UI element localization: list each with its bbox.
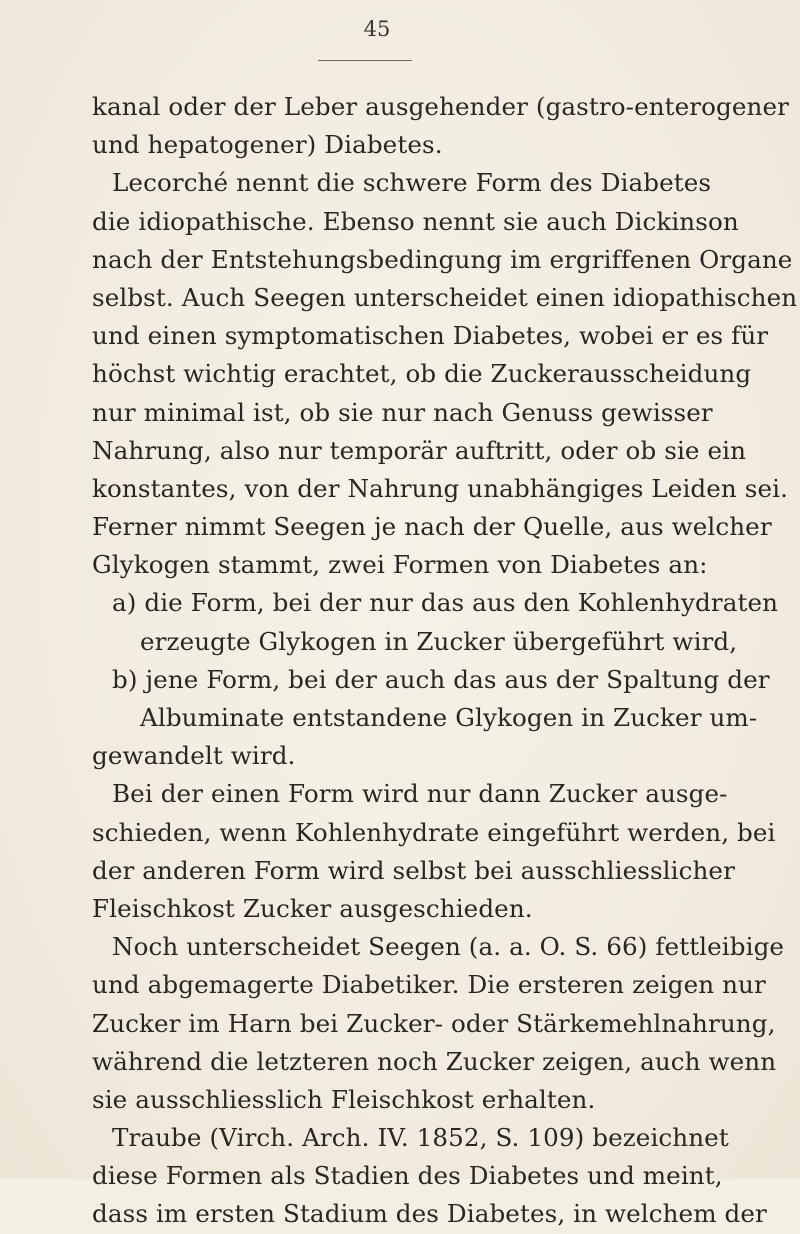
text-line: konstantes, von der Nahrung unabhängiges Leiden sei.: [92, 473, 789, 503]
text-line: Zucker im Harn bei Zucker- oder Stärkemehlnahrung,: [92, 1008, 776, 1038]
text-line: Lecorché nennt die schwere Form des Diabetes: [112, 168, 712, 198]
text-line: die idiopathische. Ebenso nennt sie auch Dickinson: [92, 206, 739, 236]
text-line: nur minimal ist, ob sie nur nach Genuss gewisser: [92, 397, 713, 427]
text-line: Fleischkost Zucker ausgeschieden.: [92, 893, 533, 923]
page-number: 45: [363, 17, 391, 41]
text-line: und einen symptomatischen Diabetes, wobei er es für: [92, 321, 769, 351]
text-line: Ferner nimmt Seegen je nach der Quelle, aus welcher: [92, 512, 772, 542]
text-line: schieden, wenn Kohlenhydrate eingeführt werden, bei: [92, 817, 776, 847]
header-rule: [318, 60, 412, 61]
text-line: Noch unterscheidet Seegen (a. a. O. S. 66) fettleibige: [112, 932, 785, 962]
text-line: der anderen Form wird selbst bei ausschliesslicher: [92, 855, 735, 885]
list-item-a-cont: erzeugte Glykogen in Zucker übergeführt wird,: [140, 626, 738, 656]
text-line: höchst wichtig erachtet, ob die Zuckerausscheidung: [92, 359, 752, 389]
body-text: [92, 88, 798, 1234]
text-line: kanal oder der Leber ausgehender (gastro-enterogener: [92, 92, 790, 121]
text-line: selbst. Auch Seegen unterscheidet einen idiopathischen: [92, 282, 798, 312]
text-line: gewandelt wird.: [92, 741, 296, 771]
text-line: diese Formen als Stadien des Diabetes und meint,: [92, 1161, 723, 1191]
text-line: während die letzteren noch Zucker zeigen, auch wenn: [92, 1046, 777, 1076]
text-line: Nahrung, also nur temporär auftritt, oder ob sie ein: [92, 435, 747, 465]
list-item-b: b) jene Form, bei der auch das aus der Spaltung der: [112, 664, 770, 694]
text-line: und abgemagerte Diabetiker. Die ersteren zeigen nur: [92, 970, 766, 1000]
text-line: Glykogen stammt, zwei Formen von Diabetes an:: [92, 550, 708, 580]
text-line: dass im ersten Stadium des Diabetes, in welchem der: [92, 1199, 767, 1229]
text-line: nach der Entstehungsbedingung im ergriffenen Organe: [92, 244, 793, 274]
text-line: und hepatogener) Diabetes.: [92, 130, 443, 160]
text-line: Bei der einen Form wird nur dann Zucker ausge-: [112, 779, 728, 809]
list-item-a: a) die Form, bei der nur das aus den Kohlenhydraten: [112, 588, 779, 618]
text-line: sie ausschliesslich Fleischkost erhalten.: [92, 1084, 596, 1114]
list-item-b-cont: Albuminate entstandene Glykogen in Zucker um-: [140, 703, 758, 732]
text-line: Traube (Virch. Arch. IV. 1852, S. 109) bezeichnet: [112, 1123, 729, 1153]
